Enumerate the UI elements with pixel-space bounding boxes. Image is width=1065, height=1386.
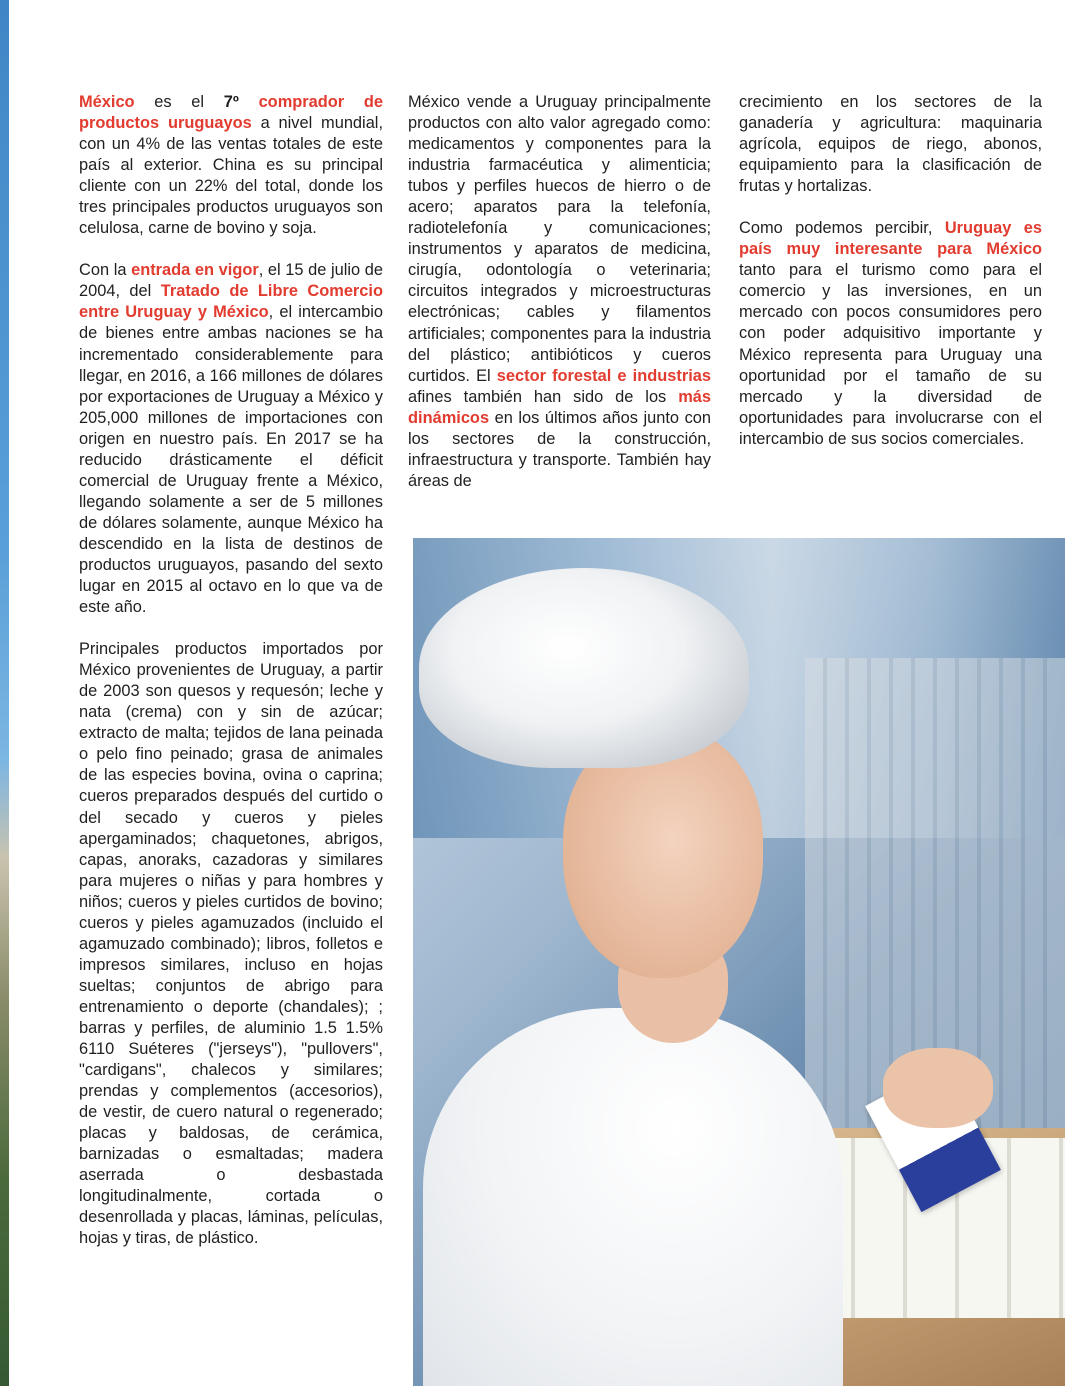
body-text [239,93,259,111]
hairnet-cap [419,568,749,768]
paragraph: Principales productos importados por México provenientes de Uruguay, a partir de 2003 son quesos y requesón; leche y nata (crema) con y sin de azúcar; extracto de malta; tejidos de lana peinada o pelo fino peinado; grasa de animales de las especies bovina, ovina o caprina; cueros preparados después del curtido o del secado y cueros y pieles apergaminados; chaquetones, abrigos, capas, anoraks, cazadoras y similares para mujeres o niñas y para hombres y niños; cueros y pieles curtidos de bovino; cueros y pieles agamuzados (incluido el agamuzado combinado); libros, folletos e impresos similares, incluso en hojas sueltas; conjuntos de abrigo para entrenamiento o deporte (chandales); ; barras y perfiles, de aluminio 1.5 1.5% 6110 Suéteres ("jerseys"), "pullovers", "cardigans", chalecos y similares; prendas y complementos (accesorios), de vestir, de cuero natural o regenerado; placas y baldosas, de cerámica, barnizadas o esmaltadas; madera aserrada o desbastada longitudinalmente, cortada o desenrollada y placas, láminas, películas, hojas y tiras, de plástico. [79,640,383,1248]
highlight-text: más dinámicos [408,387,711,427]
highlight-text: comprador de productos uruguayos [79,93,383,133]
paragraph [79,260,383,618]
lab-worker-photo [413,538,1065,1386]
body-text: , el 15 de julio de 2004, del [79,261,383,301]
highlight-text: entrada en vigor [131,261,259,280]
highlight-text: México [79,93,135,111]
paragraph [408,92,711,492]
article-column-2 [408,92,711,513]
article-column-3 [739,92,1042,471]
body-text: en los últimos años junto con los sectores de la construcción, infraestructura y transporte. También hay áreas de [408,408,711,490]
body-text: es el [134,93,224,111]
body-text: a nivel mundial, con un 4% de las ventas totales de este país al exterior. China es su principal cliente con un 22% del total, donde los tres principales productos uruguayos son celulosa, carne de bovino y soja. [79,114,383,238]
paragraph [739,218,1042,450]
edge-photo-strip [0,0,9,1386]
bold-text: 7º [223,93,239,111]
body-text: afines también han sido de los [408,387,679,406]
body-text: Como podemos percibir, [739,219,945,238]
body-text: tanto para el turismo como para el comercio y las inversiones, en un mercado con pocos consumidores pero con poder adquisitivo importante y México representa para Uruguay una oportunidad por el tamaño de su mercado y la diversidad de oportunidades para involucrarse con el intercambio de sus socios comerciales. [739,261,1042,448]
body-text: México vende a Uruguay principalmente productos con alto valor agregado como: medicamentos y componentes para la industria farmacéutica y alimenticia; tubos y perfiles huecos de hierro o de acero; aparatos para la telefonía, radiotelefonía y comunicaciones; instrumentos y aparatos de medicina, cirugía, odontología o veterinaria; circuitos integrados y microestructuras electrónicas; cables y filamentos artificiales; componentes para la industria del plástico; antibióticos y cueros curtidos. El [408,93,711,385]
highlight-text: Tratado de Libre Comercio entre Uruguay y México [79,282,383,322]
highlight-text: Uruguay es país muy interesante para México [739,219,1042,259]
paragraph [79,92,383,239]
worker-hands [883,1048,993,1128]
body-text: , el intercambio de bienes entre ambas naciones se ha incrementado considerablemente para llegar, en 2016, a 166 millones de dólares por exportaciones de Uruguay a México y 205,000 millones de importaciones con origen en nuestro país. En 2017 se ha reducido drásticamente el déficit comercial de Uruguay frente a México, llegando solamente a ser de 5 millones de dólares solamente, aunque México ha descendido en la lista de destinos de productos uruguayos, pasando del sexto lugar en 2015 al octavo en lo que va de este año. [79,303,383,617]
article-column-1 [79,92,383,1270]
paragraph: crecimiento en los sectores de la ganadería y agricultura: maquinaria agrícola, equipos de riego, abonos, equipamiento para la clasificación de frutas y hortalizas. [739,93,1042,196]
body-text: Con la [79,261,132,280]
highlight-text: sector forestal e industrias [496,366,711,385]
lab-coat [423,1008,843,1386]
